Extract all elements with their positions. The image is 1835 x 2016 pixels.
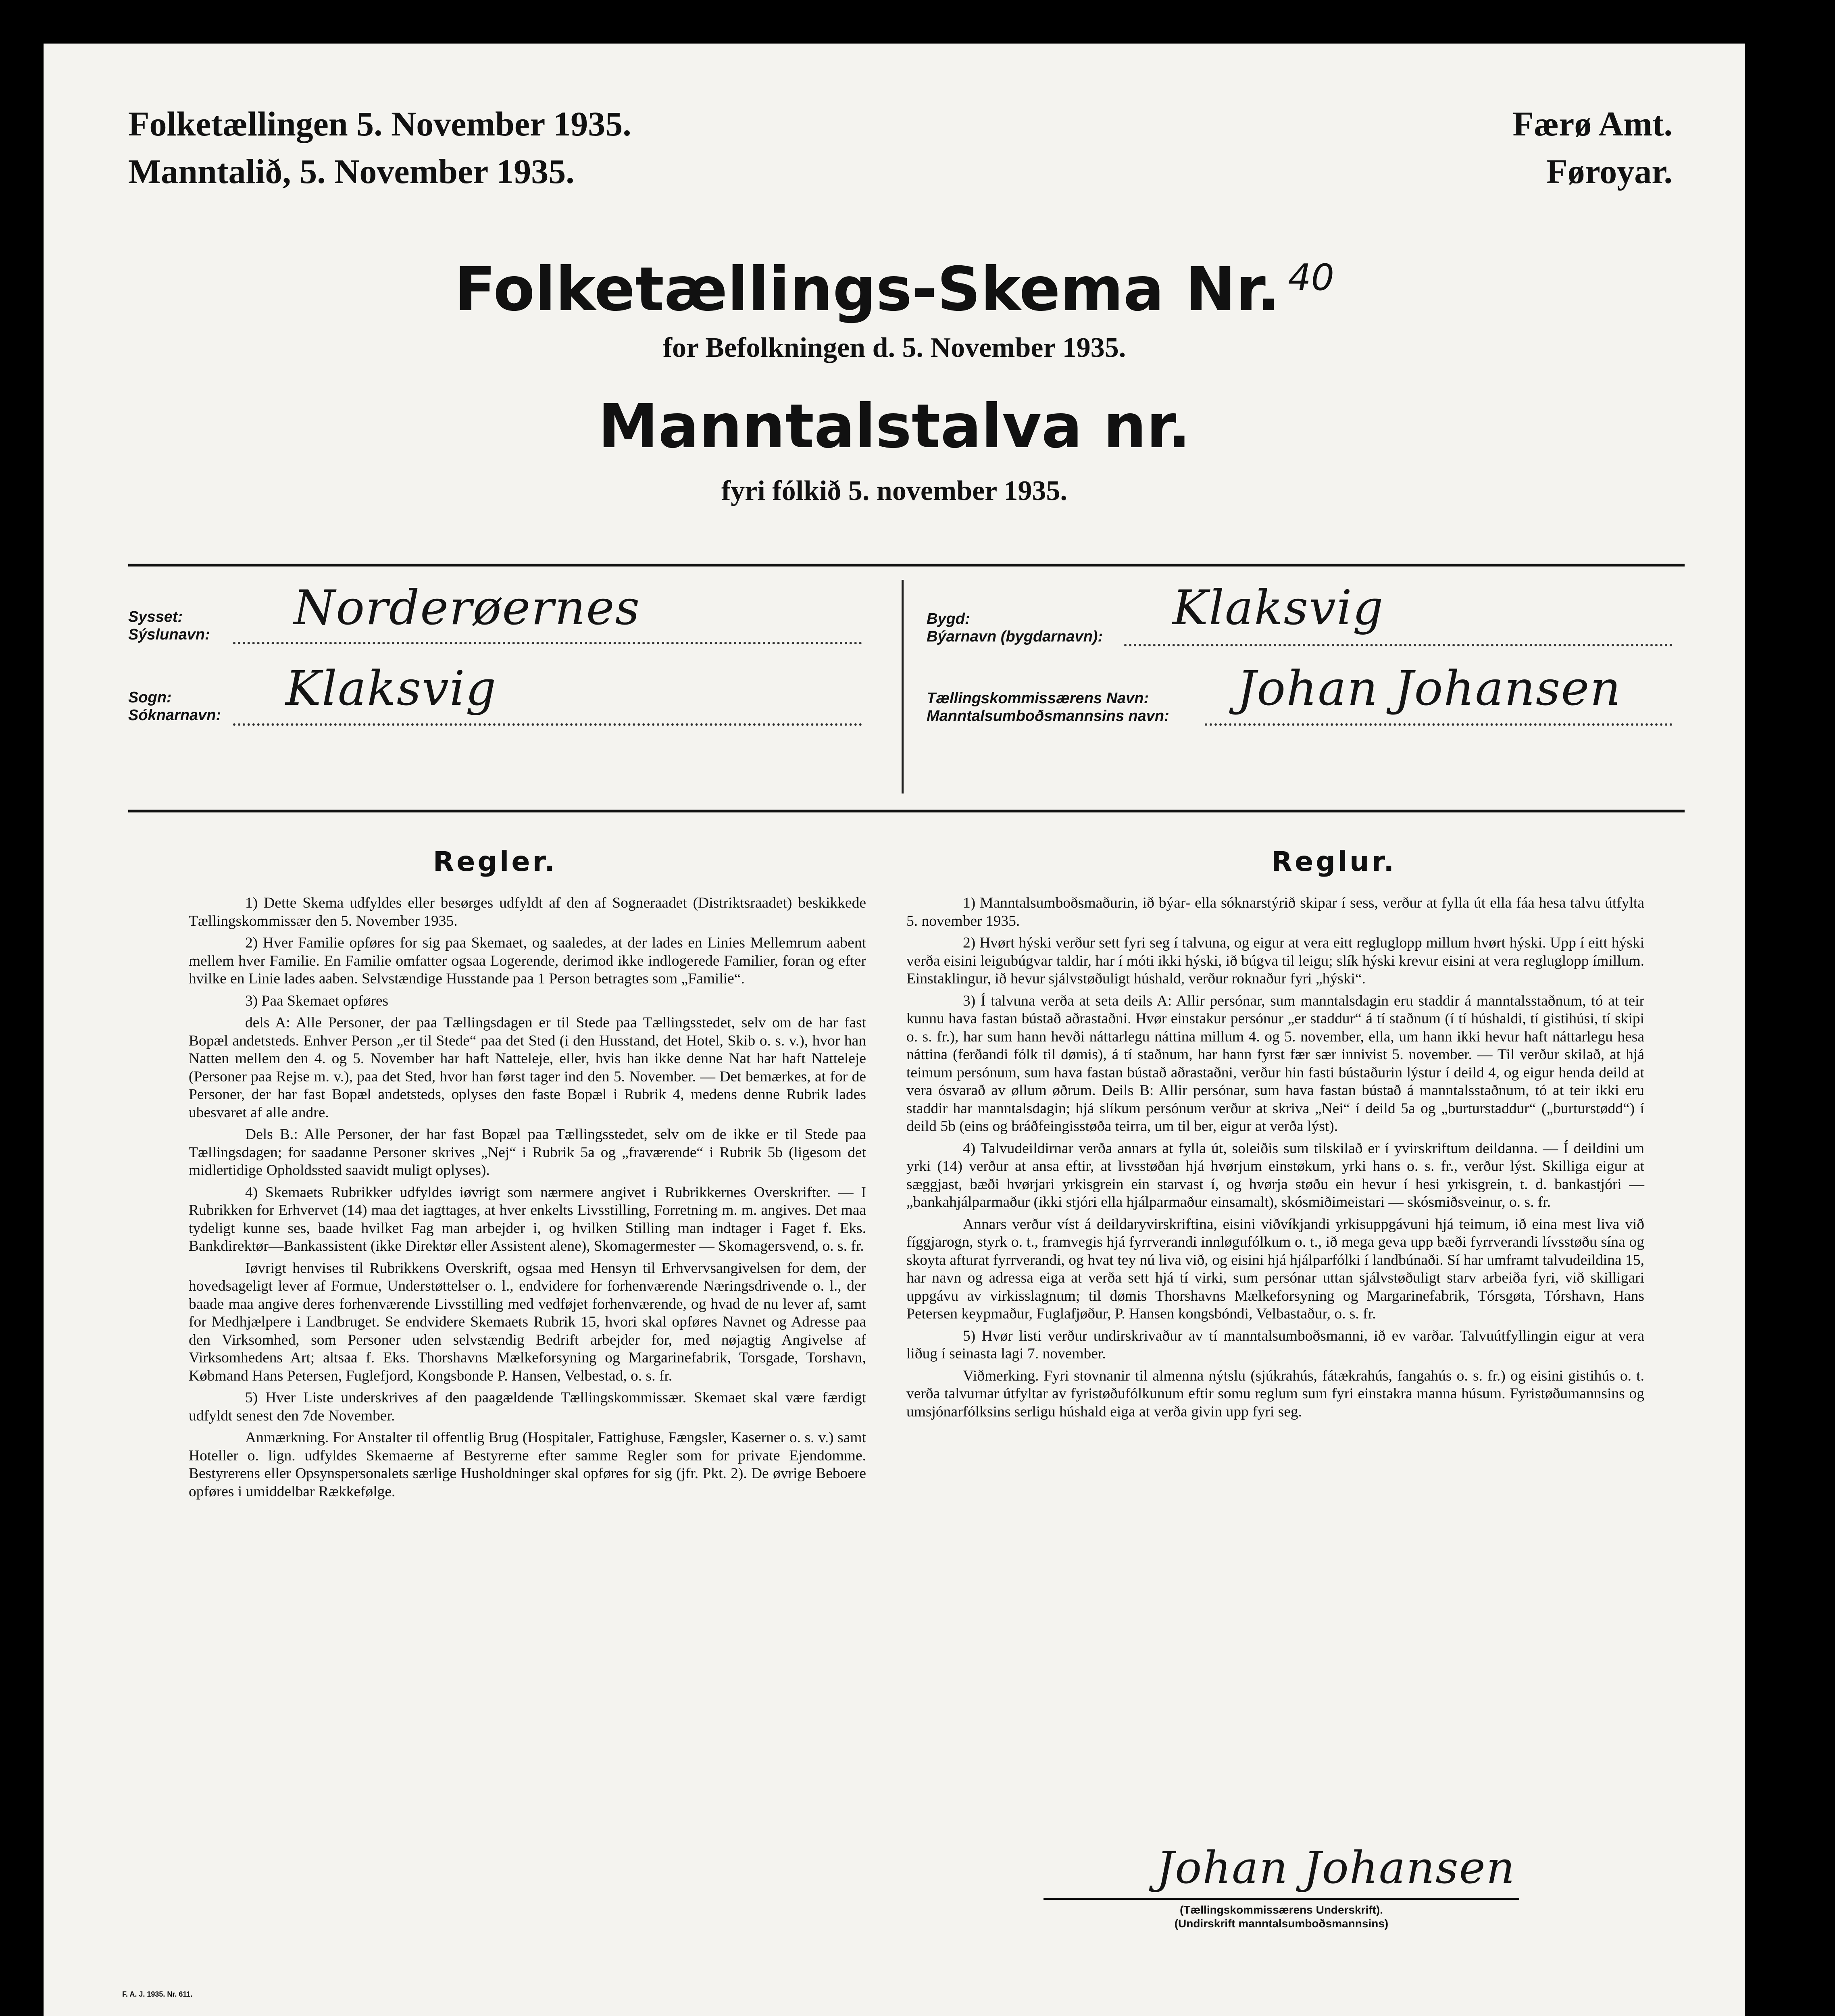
sysel-dotted-line: [233, 639, 862, 644]
header-right-line2: Føroyar.: [1546, 152, 1673, 191]
regler-paragraph: 3) Paa Skemaet opføres: [245, 992, 389, 1009]
kommissaer-dotted-line: [1205, 721, 1673, 726]
signature-line: [1044, 1898, 1519, 1900]
sysel-label-fo: Sýslunavn:: [128, 626, 210, 643]
bygd-dotted-line: [1124, 641, 1673, 646]
sogn-label-fo: Sóknarnavn:: [128, 707, 221, 724]
form-title: [44, 253, 1745, 334]
regler-paragraph: Anmærkning. For Anstalter til offentlig Brug (Hospitaler, Fattighuse, Fængsler, Kaserner o. s. v.) samt Hoteller o. lign. udfyldes Skemaerne af Bestyrerne efter samme Regler som for private Ejendomme. Bestyrerens eller Opsynspersonalets særlige Husholdninger skal opføres for sig (jfr. Pkt. 2). De øvrige Beboere opføres i umiddelbar Rækkefølge.: [189, 1429, 866, 1500]
reglur-paragraph: 4) Talvudeildirnar verða annars at fylla út, soleiðis sum tilskilað er í yvirskriftum deildanna. — Í deildini um yrki (14) verður at ansa eftir, at livsstøðan hjá hvørjum einstøkum, yrki hans o. s. fr., verður lýst. Skilliga eigur at sæggjast, bæði hvørjari yrkisgrein ein starvast í, og hvørja støðu ein hevur í hesi yrkisgrein, t. d. bankastjóri —„bankahjálparmaður (ikki stjóri ella hjálparmaður einsamalt), skósmiðimeistari — skósmiðsveinur, o. s. fr.: [906, 1140, 1644, 1210]
header-right: [1513, 100, 1673, 195]
signature-caption-da: (Tællingskommissærens Underskrift).: [1179, 1904, 1383, 1916]
header-left-line1: Folketællingen 5. November 1935.: [128, 104, 631, 143]
bygd-label-fo: Býarnavn (bygdarnavn):: [927, 628, 1103, 645]
bygd-label: [927, 610, 1103, 646]
printer-mark: F. A. J. 1935. Nr. 611.: [122, 1990, 193, 1998]
reglur-paragraph: 1) Manntalsumboðsmaðurin, ið býar- ella sóknarstýrið skipar í sess, verður at fylla út ella fáa hesa talvu útfylta 5. november 1935.: [906, 895, 1644, 929]
bygd-label-da: Bygd:: [927, 610, 970, 627]
form-subtitle-faroese: fyri fólkið 5. november 1935.: [721, 475, 1068, 506]
regler-paragraph: Iøvrigt henvises til Rubrikkens Overskrift, ogsaa med Hensyn til Erhvervsangivelsen for dem, der hovedsageligt lever af Formue, Understøttelser o. l., endvidere for forhenværende Næringsdrivende o. l., der baade maa angive deres forhenværende Livsstilling med vedføjet forhenværende, og hvad de nu lever af, samt for Medhjælpere i Landbruget. Se endvidere Skemaets Rubrik 15, hvori skal opføres Navnet og Adresse paa den Virksomhed, som Personer uden selvstændig Bedrift arbejder for, med nøjagtig Angivelse af Virksomhedens Art; altsaa f. Eks. Thorshavns Mælkeforsyning og Margarinefabrik, Torsgade, Torshavn, Købmand Hans Petersen, Fuglefjord, Kongsbonde P. Hansen, Velbestad, o. s. fr.: [189, 1260, 866, 1384]
reglur-paragraph: 3) Í talvuna verða at seta deils A: Allir persónar, sum manntalsdagin eru staddir á manntalsstaðnum, tó at teir kunnu hava fastan bústað aðrastaðni. Hvør einstakur persónur „er staddur“ á tí staðnum (í tí húshaldi, tí gistihúsi, tí skipi o. s. fr.), har sum hann hevði náttarlegu náttina millum 4. og 5. november, ella, um hann ikki hevur haft náttarlegu hesa náttina (ferðandi fólk til dømis), á tí staðnum, har hann fyrst fær sær innivist 5. november. — Til verður skilað, at hjá teimum persónum, sum hava fastan bústað aðrastaðni, verður hin fasti bústaðurin lýstur í deild 4, og eigur henda deild at vera ósvarað av øllum øðrum. Deils B: Allir persónar, sum hava fastan bústað á manntalsstaðnum, tó at teir ikki eru staddir har manntalsdagin; hjá slíkum persónum verður at skriva „Nei“ í deild 5a og „burturstaddur“ („burturstødd“) í deild 5b (eins og bráðfeingisstøða teirra, um til ber, eigur at verða lýst).: [906, 992, 1644, 1135]
reglur-heading: Reglur.: [1271, 846, 1397, 878]
form-subtitle-danish: for Befolkningen d. 5. November 1935.: [662, 332, 1126, 363]
regler-paragraph: Dels B.: Alle Personer, der har fast Bopæl paa Tællingsstedet, selv om de ikke er til Stede paa Tællingsdagen; for saadanne Personer skrives „Nej“ i Rubrik 5a og „fraværende“ i Rubrik 5b (ligesom det midlertidige Opholdssted saavidt muligt oplyses).: [189, 1126, 866, 1179]
header-left-line2: Manntalið, 5. November 1935.: [128, 152, 575, 191]
kommissaer-label: [927, 689, 1169, 725]
divider-bottom: [128, 810, 1685, 812]
regler-paragraph: 2) Hver Familie opføres for sig paa Skemaet, og saaledes, at der lades en Linies Mellemrum aabent mellem hver Familie. En Familie omfatter ogsaa Logerende, derimod ikke indlogerede Familier, foran og efter hvilke en Linie lades aaben. Selvstændige Husstande paa 1 Person betragtes som „Familie“.: [189, 935, 866, 987]
regler-heading: Regler.: [433, 846, 558, 878]
sysel-value[interactable]: Norderøernes: [294, 580, 641, 635]
form-title-text: Folketællings-Skema Nr.: [454, 254, 1280, 325]
form-title-faroese: Manntalstalva nr.: [598, 392, 1191, 462]
reglur-paragraph: 5) Hvør listi verður undirskrivaður av tí manntalsumboðsmanni, ið ev varðar. Talvuútfyllingin eigur at vera liðug í seinasta lagi 7. november.: [906, 1327, 1644, 1362]
kommissaer-value[interactable]: Johan Johansen: [1237, 660, 1622, 716]
sogn-dotted-line: [233, 721, 862, 726]
sysel-label: [128, 608, 210, 644]
sogn-value[interactable]: Klaksvig: [285, 660, 497, 716]
sysel-label-da: Sysset:: [128, 608, 183, 625]
header-left: [128, 100, 631, 195]
regler-column: [189, 894, 866, 1505]
bygd-value[interactable]: Klaksvig: [1173, 580, 1384, 635]
header-right-line1: Færø Amt.: [1512, 104, 1673, 143]
regler-paragraph: 4) Skemaets Rubrikker udfyldes iøvrigt som nærmere angivet i Rubrikkernes Overskrifter. — I Rubrikken for Erhvervet (14) maa det iagttages, at hver enkelts Livsstilling, Forretning m. m. angives. Det maa tydeligt kunne ses, baade hvilket Fag man arbejder i, og hvilken Stilling man indtager i Faget f. Eks. Bankdirektør—Bankassistent (ikke Direktør eller Assistent alene), Skomagermester — Skomagersvend, o. s. fr.: [189, 1184, 866, 1254]
kommissaer-label-da: Tællingskommissærens Navn:: [927, 690, 1149, 707]
regler-paragraph: 1) Dette Skema udfyldes eller besørges udfyldt af den af Sogneraadet (Distriktsraadet) beskikkede Tællingskommissær den 5. November 1935.: [189, 895, 866, 929]
regler-paragraph: 5) Hver Liste underskrives af den paagældende Tællingskommissær. Skemaet skal være færdigt udfyldt senest den 7de November.: [189, 1389, 866, 1424]
kommissaer-label-fo: Manntalsumboðsmannsins navn:: [927, 708, 1169, 725]
census-form-sheet: [44, 44, 1745, 2016]
reglur-paragraph: Annars verður víst á deildaryvirskriftina, eisini viðvíkjandi yrkisuppgávuni hjá teimum, ið eina mest liva við fíggjarogn, styrk o. t., framvegis hjá fyrrverandi innløgufólkum o. t., ið mega geva upp bæði fyrrverandi lívsstøðu sína og skoyta afturat fyrrverandi, og hvat tey nú liva við, og eisini hjá hjálparfólki í landbúnaði. Sí har umframt talvudeildina 15, har navn og adressa eigа at verða sett hjá tí virki, sum persónar uttan sjálvstøðuligt starv arbeiða fyri, við skilligari uppgávu av virkisslagnum; til dømis Thorshavns Mælkeforsyning og Margarinefabrik, Tórsgøta, Tórshavn, Hans Petersen keypmaður, Fuglafjøður, P. Hansen kongsbóndi, Velbastaður, o. s. fr.: [906, 1216, 1644, 1322]
divider-top: [128, 564, 1685, 566]
signature-handwritten: Johan Johansen: [1156, 1842, 1516, 1893]
signature-caption: [1076, 1903, 1487, 1931]
regler-paragraph: dels A: Alle Personer, der paa Tællingsdagen er til Stede paa Tællingsstedet, selv om de har fast Bopæl andetsteds. Enhver Person „er til Stede“ paa det Sted (i den Husstand, det Hotel, Skib o. s. v.), hvor han Natten mellem den 4. og 5. November har haft Natteleje, eller, hvis han ikke denne Nat har haft Natteleje (Personer paa Rejse m. v.), paa det Sted, hvor han først tager ind den 5. November. — Det bemærkes, at for de Personer, der har fast Bopæl andetsteds, oplyses den faste Bopæl i Rubrik 4, medens denne Rubrik lades ubesvaret af alle andre.: [189, 1014, 866, 1121]
reglur-column: [906, 894, 1644, 1425]
reglur-paragraph: Viðmerking. Fyri stovnanir til almenna nýtslu (sjúkrahús, fátækrahús, fangahús o. s. fr.) og eisini gistihús o. t. verða talvurnar útfyltar av fyristøðufólkunum eftir somu reglum sum fyri einstakra manna húsum. Fyristøðumannsins og umsjónarfólksins serligu húshald eiga at verða givin upp fyri seg.: [906, 1367, 1644, 1420]
sogn-label: [128, 689, 221, 724]
signature-caption-fo: (Undirskrift manntalsumboðsmannsins): [1174, 1917, 1389, 1930]
reglur-paragraph: 2) Hvørt hýski verður sett fyri seg í talvuna, og eigur at vera eitt regluglopp millum hvørt hýski. Upp í eitt hýski verða eisini leigubúgvar taldir, har í móti ikki hýski, ið búgva til leigu; slík hýski krevur eisini at vera regluglopp ímillum. Einstaklingur, ið hevur sjálvstøðuligt húshald, verður roknaður fyri „hýski“.: [906, 935, 1644, 987]
divider-vertical: [902, 580, 904, 793]
sogn-label-da: Sogn:: [128, 689, 172, 706]
form-number-handwritten: 40: [1288, 256, 1335, 299]
